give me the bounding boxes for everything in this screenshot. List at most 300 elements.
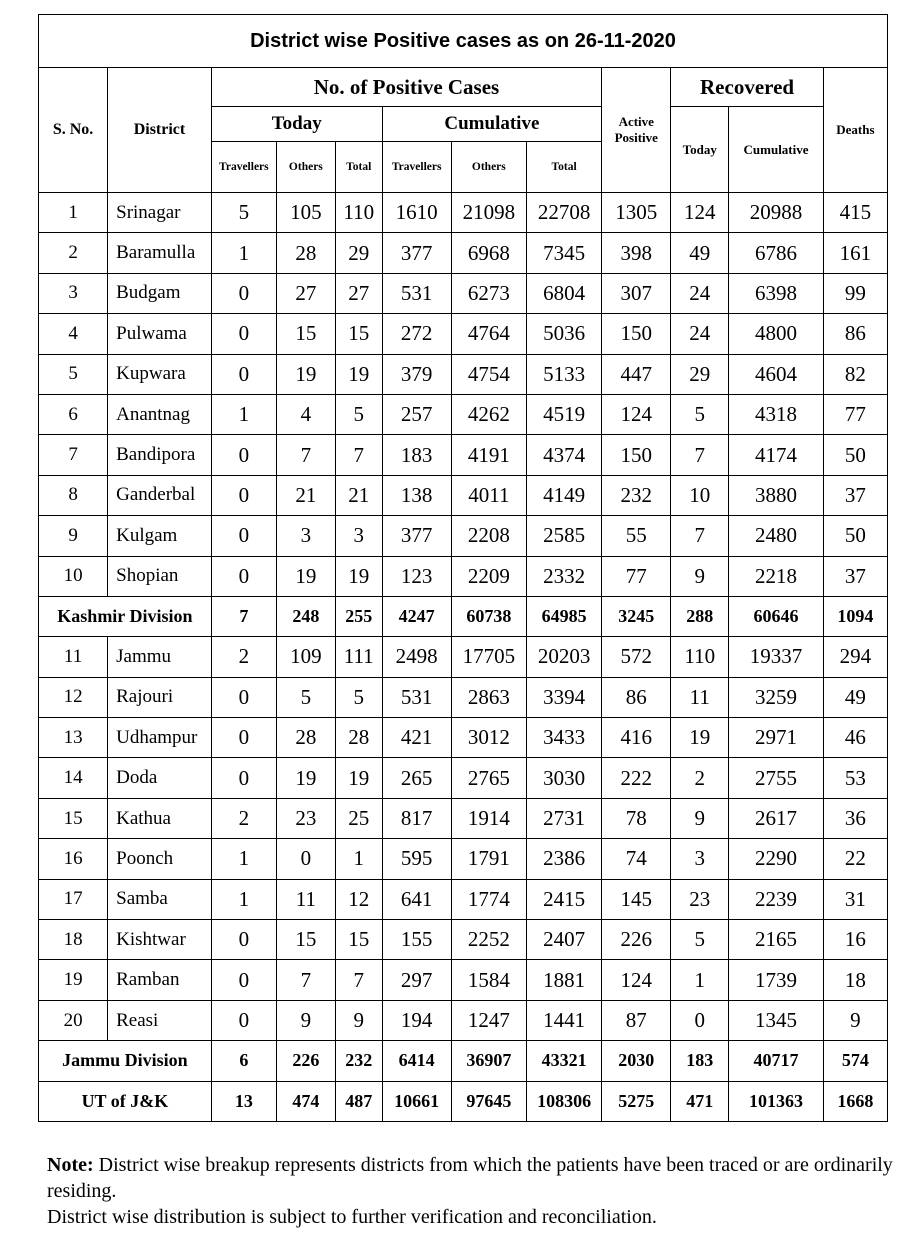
cell-c-tot: 2585 xyxy=(526,516,601,556)
cell-c-oth: 6273 xyxy=(451,273,526,313)
cell-c-trav: 1610 xyxy=(382,193,451,233)
cell-district: Kathua xyxy=(108,798,212,838)
cell-t-oth: 5 xyxy=(276,677,335,717)
cell-c-trav: 2498 xyxy=(382,637,451,677)
positive-cases-header: No. of Positive Cases xyxy=(211,68,601,107)
cell-subtotal-name: Jammu Division xyxy=(39,1041,212,1081)
cell-r-cum: 2617 xyxy=(729,798,824,838)
cell-r-today: 2 xyxy=(671,758,729,798)
cell-c-tot: 4519 xyxy=(526,394,601,434)
cell-sno: 2 xyxy=(39,233,108,273)
cell-t-trav: 0 xyxy=(211,758,276,798)
cell-active: 77 xyxy=(602,556,671,596)
cell-r-today: 9 xyxy=(671,556,729,596)
cell-district: Baramulla xyxy=(108,233,212,273)
cell-active: 226 xyxy=(602,920,671,960)
cell-r-today: 19 xyxy=(671,718,729,758)
table-title: District wise Positive cases as on 26-11-2020 xyxy=(39,15,888,68)
cell-deaths: 22 xyxy=(823,839,887,879)
col-cum-total: Total xyxy=(526,142,601,193)
cell-active: 86 xyxy=(602,677,671,717)
col-today-others: Others xyxy=(276,142,335,193)
cell-c-tot: 5036 xyxy=(526,314,601,354)
table-row xyxy=(39,314,888,354)
cell-t-tot: 25 xyxy=(335,798,382,838)
table-row xyxy=(39,1000,888,1040)
cell-c-tot: 6804 xyxy=(526,273,601,313)
cell-t-tot: 19 xyxy=(335,556,382,596)
cell-deaths: 16 xyxy=(823,920,887,960)
cell-c-trav: 641 xyxy=(382,879,451,919)
cell-r-today: 24 xyxy=(671,314,729,354)
col-cum-travellers: Travellers xyxy=(382,142,451,193)
cell-sno: 5 xyxy=(39,354,108,394)
cell-sno: 13 xyxy=(39,718,108,758)
cell-active: 3245 xyxy=(602,596,671,636)
cell-r-cum: 4604 xyxy=(729,354,824,394)
recovered-header: Recovered xyxy=(671,68,823,107)
note-label: Note: xyxy=(47,1154,94,1176)
cell-c-trav: 183 xyxy=(382,435,451,475)
cell-c-oth: 1914 xyxy=(451,798,526,838)
cell-deaths: 99 xyxy=(823,273,887,313)
cell-t-tot: 27 xyxy=(335,273,382,313)
cell-t-trav: 13 xyxy=(211,1081,276,1121)
cell-active: 124 xyxy=(602,394,671,434)
cell-c-tot: 43321 xyxy=(526,1041,601,1081)
cell-r-cum: 101363 xyxy=(729,1081,824,1121)
cell-t-oth: 19 xyxy=(276,354,335,394)
cell-c-trav: 379 xyxy=(382,354,451,394)
cell-c-oth: 1584 xyxy=(451,960,526,1000)
cell-t-trav: 0 xyxy=(211,920,276,960)
cell-c-oth: 4191 xyxy=(451,435,526,475)
cell-active: 572 xyxy=(602,637,671,677)
cell-deaths: 36 xyxy=(823,798,887,838)
cell-c-oth: 60738 xyxy=(451,596,526,636)
cell-t-oth: 7 xyxy=(276,960,335,1000)
report-sheet xyxy=(38,14,888,1122)
cell-c-oth: 1791 xyxy=(451,839,526,879)
cell-c-oth: 4011 xyxy=(451,475,526,515)
cell-c-tot: 64985 xyxy=(526,596,601,636)
cell-c-trav: 4247 xyxy=(382,596,451,636)
cell-r-today: 23 xyxy=(671,879,729,919)
cell-deaths: 82 xyxy=(823,354,887,394)
cell-t-oth: 19 xyxy=(276,556,335,596)
cell-t-oth: 7 xyxy=(276,435,335,475)
cell-t-oth: 248 xyxy=(276,596,335,636)
cell-t-oth: 27 xyxy=(276,273,335,313)
cell-c-trav: 272 xyxy=(382,314,451,354)
cell-sno: 7 xyxy=(39,435,108,475)
cell-deaths: 574 xyxy=(823,1041,887,1081)
cell-t-tot: 19 xyxy=(335,354,382,394)
cell-t-tot: 5 xyxy=(335,677,382,717)
col-cum-others: Others xyxy=(451,142,526,193)
table-row xyxy=(39,435,888,475)
cell-r-cum: 2239 xyxy=(729,879,824,919)
cell-deaths: 50 xyxy=(823,516,887,556)
cell-t-oth: 109 xyxy=(276,637,335,677)
cell-district: Kupwara xyxy=(108,354,212,394)
ut-total-row xyxy=(39,1081,888,1121)
cell-t-oth: 474 xyxy=(276,1081,335,1121)
cell-t-trav: 6 xyxy=(211,1041,276,1081)
cell-t-tot: 15 xyxy=(335,314,382,354)
cell-c-trav: 377 xyxy=(382,233,451,273)
cell-deaths: 49 xyxy=(823,677,887,717)
cell-c-trav: 123 xyxy=(382,556,451,596)
cell-district: Kulgam xyxy=(108,516,212,556)
cell-c-oth: 2209 xyxy=(451,556,526,596)
cell-sno: 17 xyxy=(39,879,108,919)
cell-t-trav: 0 xyxy=(211,354,276,394)
cell-sno: 6 xyxy=(39,394,108,434)
cell-t-tot: 255 xyxy=(335,596,382,636)
cell-sno: 9 xyxy=(39,516,108,556)
cell-c-oth: 36907 xyxy=(451,1041,526,1081)
cell-t-tot: 9 xyxy=(335,1000,382,1040)
cell-t-trav: 0 xyxy=(211,556,276,596)
cell-active: 232 xyxy=(602,475,671,515)
table-row xyxy=(39,718,888,758)
cell-c-oth: 2765 xyxy=(451,758,526,798)
col-today-total: Total xyxy=(335,142,382,193)
cell-subtotal-name: UT of J&K xyxy=(39,1081,212,1121)
cell-active: 87 xyxy=(602,1000,671,1040)
cell-r-today: 5 xyxy=(671,394,729,434)
cell-t-tot: 111 xyxy=(335,637,382,677)
cell-c-tot: 5133 xyxy=(526,354,601,394)
cell-sno: 16 xyxy=(39,839,108,879)
cell-c-tot: 3433 xyxy=(526,718,601,758)
cell-active: 2030 xyxy=(602,1041,671,1081)
cell-c-oth: 97645 xyxy=(451,1081,526,1121)
cell-t-trav: 5 xyxy=(211,193,276,233)
cell-deaths: 18 xyxy=(823,960,887,1000)
cell-active: 55 xyxy=(602,516,671,556)
cell-district: Pulwama xyxy=(108,314,212,354)
cell-district: Poonch xyxy=(108,839,212,879)
footnote xyxy=(47,1152,897,1230)
cell-c-tot: 22708 xyxy=(526,193,601,233)
cell-active: 5275 xyxy=(602,1081,671,1121)
table-row xyxy=(39,798,888,838)
cell-district: Ramban xyxy=(108,960,212,1000)
cell-district: Doda xyxy=(108,758,212,798)
cell-r-cum: 2165 xyxy=(729,920,824,960)
table-row xyxy=(39,960,888,1000)
table-row xyxy=(39,233,888,273)
cell-r-cum: 40717 xyxy=(729,1041,824,1081)
table-row xyxy=(39,758,888,798)
cell-r-today: 7 xyxy=(671,516,729,556)
cell-c-tot: 1881 xyxy=(526,960,601,1000)
cell-t-oth: 19 xyxy=(276,758,335,798)
kashmir-division-total-row xyxy=(39,596,888,636)
cell-c-oth: 1247 xyxy=(451,1000,526,1040)
cell-c-tot: 4374 xyxy=(526,435,601,475)
cell-sno: 8 xyxy=(39,475,108,515)
cell-active: 222 xyxy=(602,758,671,798)
cell-t-tot: 21 xyxy=(335,475,382,515)
cell-sno: 10 xyxy=(39,556,108,596)
cell-t-trav: 1 xyxy=(211,879,276,919)
cell-c-oth: 2208 xyxy=(451,516,526,556)
col-rec-today-header: Today xyxy=(671,107,729,193)
table-row xyxy=(39,556,888,596)
cell-r-today: 11 xyxy=(671,677,729,717)
cell-r-cum: 2218 xyxy=(729,556,824,596)
cell-c-trav: 6414 xyxy=(382,1041,451,1081)
cell-c-trav: 531 xyxy=(382,273,451,313)
cell-r-today: 288 xyxy=(671,596,729,636)
cell-t-oth: 15 xyxy=(276,314,335,354)
cell-c-oth: 3012 xyxy=(451,718,526,758)
cell-deaths: 415 xyxy=(823,193,887,233)
cell-r-today: 0 xyxy=(671,1000,729,1040)
cell-active: 307 xyxy=(602,273,671,313)
cell-c-tot: 7345 xyxy=(526,233,601,273)
cell-t-trav: 0 xyxy=(211,273,276,313)
cumulative-group-header: Cumulative xyxy=(382,107,602,142)
cell-r-today: 183 xyxy=(671,1041,729,1081)
cell-deaths: 9 xyxy=(823,1000,887,1040)
table-row xyxy=(39,839,888,879)
cell-t-oth: 0 xyxy=(276,839,335,879)
cell-c-tot: 2332 xyxy=(526,556,601,596)
cell-c-tot: 20203 xyxy=(526,637,601,677)
cell-r-cum: 3259 xyxy=(729,677,824,717)
cell-r-today: 124 xyxy=(671,193,729,233)
cell-c-trav: 595 xyxy=(382,839,451,879)
cell-t-oth: 4 xyxy=(276,394,335,434)
cell-t-tot: 7 xyxy=(335,435,382,475)
cell-c-oth: 4262 xyxy=(451,394,526,434)
cell-t-tot: 1 xyxy=(335,839,382,879)
cell-t-tot: 110 xyxy=(335,193,382,233)
cell-r-today: 5 xyxy=(671,920,729,960)
cell-c-tot: 2731 xyxy=(526,798,601,838)
cell-c-oth: 6968 xyxy=(451,233,526,273)
cell-r-cum: 20988 xyxy=(729,193,824,233)
cell-r-today: 9 xyxy=(671,798,729,838)
cell-sno: 4 xyxy=(39,314,108,354)
cell-deaths: 294 xyxy=(823,637,887,677)
cell-c-tot: 2407 xyxy=(526,920,601,960)
cell-c-trav: 155 xyxy=(382,920,451,960)
cell-active: 447 xyxy=(602,354,671,394)
cell-district: Samba xyxy=(108,879,212,919)
cell-t-trav: 0 xyxy=(211,1000,276,1040)
cell-t-trav: 0 xyxy=(211,516,276,556)
cell-t-oth: 9 xyxy=(276,1000,335,1040)
cell-sno: 3 xyxy=(39,273,108,313)
cell-active: 1305 xyxy=(602,193,671,233)
cell-r-cum: 4800 xyxy=(729,314,824,354)
cell-sno: 11 xyxy=(39,637,108,677)
cell-r-today: 7 xyxy=(671,435,729,475)
cell-c-tot: 1441 xyxy=(526,1000,601,1040)
cell-r-cum: 2290 xyxy=(729,839,824,879)
cell-r-cum: 4174 xyxy=(729,435,824,475)
cell-sno: 14 xyxy=(39,758,108,798)
cell-c-trav: 194 xyxy=(382,1000,451,1040)
cell-active: 74 xyxy=(602,839,671,879)
active-line2: Positive xyxy=(614,130,658,145)
col-deaths-header: Deaths xyxy=(823,68,887,193)
col-rec-cumulative-header: Cumulative xyxy=(729,107,824,193)
cell-t-trav: 1 xyxy=(211,394,276,434)
table-row xyxy=(39,516,888,556)
cell-deaths: 161 xyxy=(823,233,887,273)
cell-district: Rajouri xyxy=(108,677,212,717)
note-line2: District wise distribution is subject to further verification and reconciliation. xyxy=(47,1206,657,1228)
cell-sno: 20 xyxy=(39,1000,108,1040)
cell-r-today: 110 xyxy=(671,637,729,677)
col-sno-header: S. No. xyxy=(39,68,108,193)
cell-c-oth: 2863 xyxy=(451,677,526,717)
cell-t-trav: 0 xyxy=(211,435,276,475)
cell-r-cum: 2480 xyxy=(729,516,824,556)
cell-r-today: 24 xyxy=(671,273,729,313)
cell-sno: 1 xyxy=(39,193,108,233)
cell-r-cum: 6398 xyxy=(729,273,824,313)
cell-c-tot: 3394 xyxy=(526,677,601,717)
cell-deaths: 37 xyxy=(823,556,887,596)
col-today-travellers: Travellers xyxy=(211,142,276,193)
cell-c-tot: 2386 xyxy=(526,839,601,879)
cell-r-cum: 4318 xyxy=(729,394,824,434)
cell-deaths: 1094 xyxy=(823,596,887,636)
col-active-header xyxy=(602,68,671,193)
cell-t-trav: 7 xyxy=(211,596,276,636)
cell-c-tot: 3030 xyxy=(526,758,601,798)
cell-t-oth: 11 xyxy=(276,879,335,919)
cell-t-oth: 23 xyxy=(276,798,335,838)
cell-active: 78 xyxy=(602,798,671,838)
cell-r-cum: 19337 xyxy=(729,637,824,677)
cell-sno: 12 xyxy=(39,677,108,717)
cell-t-tot: 5 xyxy=(335,394,382,434)
cell-active: 145 xyxy=(602,879,671,919)
cell-c-trav: 138 xyxy=(382,475,451,515)
cell-t-tot: 15 xyxy=(335,920,382,960)
cell-deaths: 1668 xyxy=(823,1081,887,1121)
cell-district: Kishtwar xyxy=(108,920,212,960)
cell-t-oth: 15 xyxy=(276,920,335,960)
note-line1: District wise breakup represents districts from which the patients have been traced or are ordinarily residing. xyxy=(47,1154,893,1202)
cell-r-cum: 60646 xyxy=(729,596,824,636)
cell-subtotal-name: Kashmir Division xyxy=(39,596,212,636)
cell-deaths: 77 xyxy=(823,394,887,434)
cell-district: Reasi xyxy=(108,1000,212,1040)
cell-district: Shopian xyxy=(108,556,212,596)
cell-district: Srinagar xyxy=(108,193,212,233)
cell-c-trav: 10661 xyxy=(382,1081,451,1121)
cell-district: Ganderbal xyxy=(108,475,212,515)
table-row xyxy=(39,273,888,313)
cell-t-oth: 3 xyxy=(276,516,335,556)
cell-c-oth: 17705 xyxy=(451,637,526,677)
cell-r-today: 10 xyxy=(671,475,729,515)
active-line1: Active xyxy=(618,114,654,129)
cell-r-today: 1 xyxy=(671,960,729,1000)
cell-district: Budgam xyxy=(108,273,212,313)
cell-c-oth: 1774 xyxy=(451,879,526,919)
cell-active: 124 xyxy=(602,960,671,1000)
cell-c-tot: 4149 xyxy=(526,475,601,515)
table-row xyxy=(39,879,888,919)
table-row xyxy=(39,920,888,960)
jammu-division-total-row xyxy=(39,1041,888,1081)
cell-r-today: 3 xyxy=(671,839,729,879)
cell-t-trav: 1 xyxy=(211,233,276,273)
cell-c-trav: 531 xyxy=(382,677,451,717)
cell-c-oth: 21098 xyxy=(451,193,526,233)
cell-c-trav: 297 xyxy=(382,960,451,1000)
cell-r-today: 49 xyxy=(671,233,729,273)
cell-t-trav: 0 xyxy=(211,677,276,717)
cell-t-trav: 0 xyxy=(211,960,276,1000)
cell-t-trav: 1 xyxy=(211,839,276,879)
cell-r-cum: 1345 xyxy=(729,1000,824,1040)
cell-t-oth: 28 xyxy=(276,233,335,273)
table-row xyxy=(39,354,888,394)
today-group-header: Today xyxy=(211,107,382,142)
table-row xyxy=(39,637,888,677)
cell-t-tot: 29 xyxy=(335,233,382,273)
cell-c-trav: 265 xyxy=(382,758,451,798)
cell-c-trav: 257 xyxy=(382,394,451,434)
cell-c-oth: 4764 xyxy=(451,314,526,354)
cell-t-trav: 0 xyxy=(211,475,276,515)
cell-t-oth: 226 xyxy=(276,1041,335,1081)
cell-deaths: 46 xyxy=(823,718,887,758)
table-row xyxy=(39,677,888,717)
cell-c-oth: 4754 xyxy=(451,354,526,394)
table-row xyxy=(39,475,888,515)
cell-t-tot: 7 xyxy=(335,960,382,1000)
cell-r-cum: 1739 xyxy=(729,960,824,1000)
cell-r-cum: 6786 xyxy=(729,233,824,273)
cell-c-oth: 2252 xyxy=(451,920,526,960)
cell-c-trav: 817 xyxy=(382,798,451,838)
cell-t-tot: 28 xyxy=(335,718,382,758)
cell-district: Anantnag xyxy=(108,394,212,434)
cell-active: 416 xyxy=(602,718,671,758)
cell-sno: 18 xyxy=(39,920,108,960)
cell-c-tot: 2415 xyxy=(526,879,601,919)
cell-district: Jammu xyxy=(108,637,212,677)
cell-t-tot: 487 xyxy=(335,1081,382,1121)
cell-active: 150 xyxy=(602,314,671,354)
cell-deaths: 37 xyxy=(823,475,887,515)
cell-t-oth: 21 xyxy=(276,475,335,515)
cell-t-trav: 2 xyxy=(211,798,276,838)
cases-table xyxy=(38,14,888,1122)
cell-district: Udhampur xyxy=(108,718,212,758)
cell-deaths: 50 xyxy=(823,435,887,475)
cell-deaths: 31 xyxy=(823,879,887,919)
cell-sno: 15 xyxy=(39,798,108,838)
cell-active: 398 xyxy=(602,233,671,273)
col-district-header: District xyxy=(108,68,212,193)
cell-c-tot: 108306 xyxy=(526,1081,601,1121)
cell-r-cum: 2755 xyxy=(729,758,824,798)
cell-t-trav: 0 xyxy=(211,718,276,758)
